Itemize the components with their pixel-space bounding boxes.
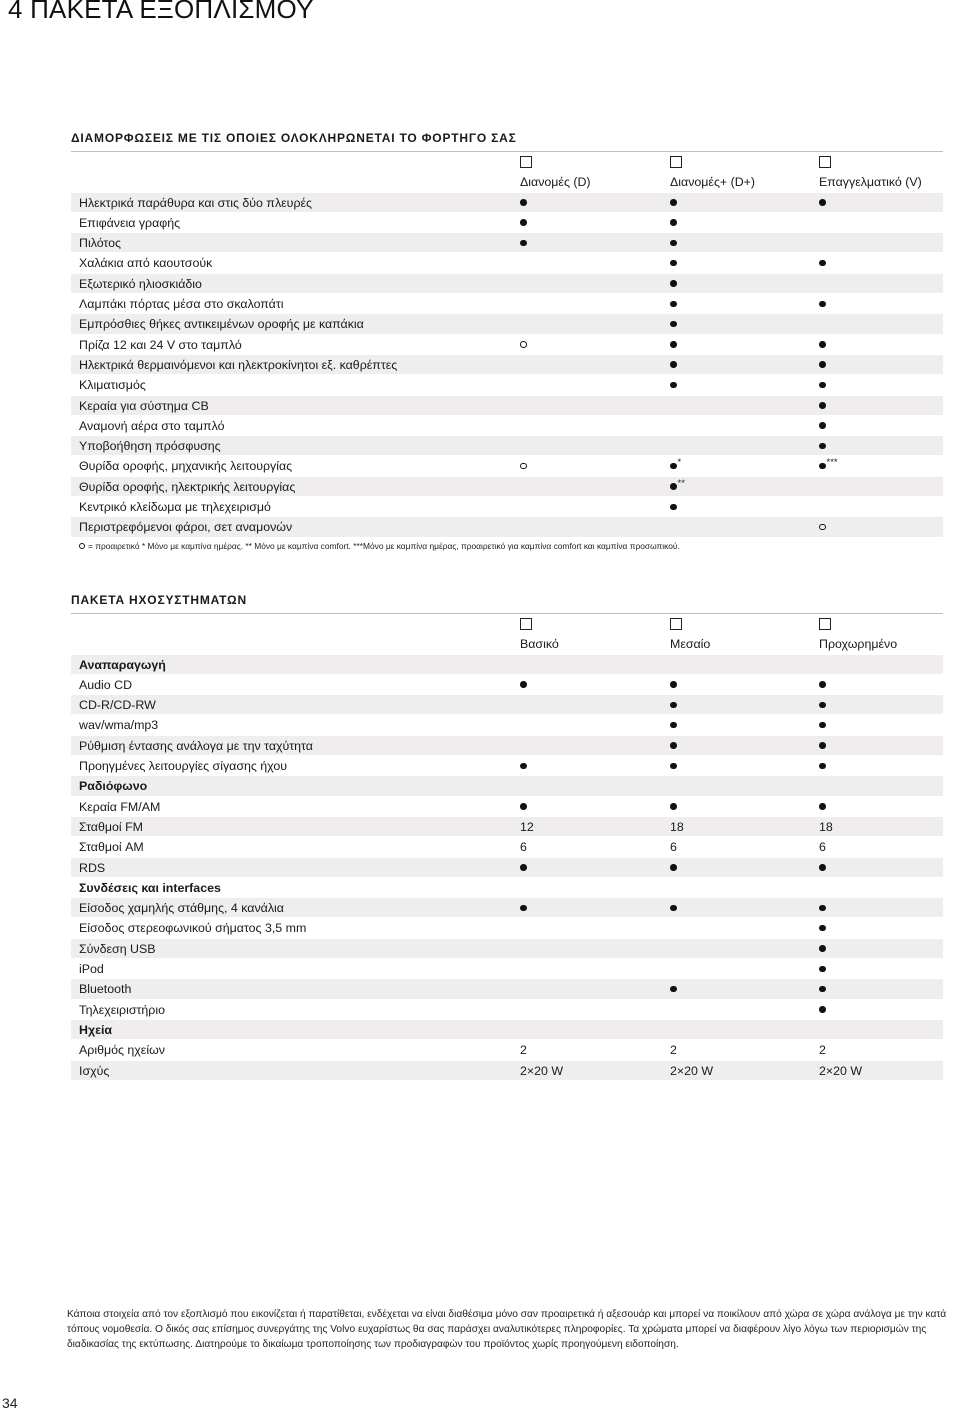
row-label: wav/wma/mp3	[79, 718, 159, 733]
optional-ring-icon	[520, 456, 527, 476]
cell-value: 18	[670, 819, 684, 834]
row-label: Αριθμός ηχείων	[79, 1043, 165, 1058]
standard-dot-icon	[819, 416, 826, 436]
row-label: Τηλεχειριστήριο	[79, 1002, 165, 1017]
table-row	[71, 1040, 943, 1060]
standard-dot-icon	[819, 375, 826, 395]
row-label: Χαλάκια από καουτσούκ	[79, 256, 213, 271]
column-header: Προχωρημένο	[819, 637, 898, 652]
table-row	[71, 456, 943, 476]
page-title: 4 ΠΑΚΕΤΑ ΕΞΟΠΛΙΣΜΟΥ	[8, 0, 314, 24]
table-row	[71, 858, 943, 878]
standard-dot-icon	[670, 675, 677, 695]
standard-dot-icon	[520, 797, 527, 817]
optional-ring-icon	[819, 517, 826, 537]
audio-heading-text: ΠΑΚΕΤΑ ΗΧΟΣΥΣΤΗΜΑΤΩΝ	[71, 593, 247, 607]
row-label: Κεντρικό κλείδωμα με τηλεχειρισμό	[79, 500, 271, 515]
table-row	[71, 715, 943, 735]
standard-dot-icon	[670, 736, 677, 756]
standard-dot-icon	[670, 274, 677, 294]
standard-dot-icon	[670, 253, 677, 273]
audio-checkbox-row	[71, 614, 943, 634]
audio-heading	[71, 592, 943, 614]
standard-dot-icon	[670, 898, 677, 918]
standard-dot-icon	[819, 436, 826, 456]
table-row	[71, 1061, 943, 1081]
row-label: Θυρίδα οροφής, μηχανικής λειτουργίας	[79, 459, 293, 474]
audio-column-headers	[71, 634, 943, 654]
standard-dot-icon	[670, 858, 677, 878]
cell-value: 6	[520, 840, 527, 855]
table-row	[71, 233, 943, 253]
configurations-legend	[79, 541, 680, 551]
standard-dot-icon	[819, 959, 826, 979]
row-label: Ραδιόφωνο	[79, 779, 148, 794]
row-label: Εξωτερικό ηλιοσκιάδιο	[79, 276, 202, 291]
configurations-checkbox-row	[71, 152, 943, 172]
table-row	[71, 817, 943, 837]
table-row	[71, 416, 943, 436]
standard-dot-icon	[520, 756, 527, 776]
standard-dot-icon	[670, 756, 677, 776]
configurations-heading	[71, 130, 943, 152]
configurations-table-body	[71, 193, 943, 538]
standard-dot-icon	[670, 314, 677, 334]
row-label: Είσοδος στερεοφωνικού σήματος 3,5 mm	[79, 921, 307, 936]
note-marker: *	[677, 457, 682, 469]
standard-dot-icon	[819, 456, 838, 476]
row-label: Κεραία FM/AM	[79, 799, 161, 814]
table-row	[71, 253, 943, 273]
cell-value: 2	[819, 1043, 826, 1058]
checkbox-advanced[interactable]	[819, 618, 831, 630]
row-label: Συνδέσεις και interfaces	[79, 880, 221, 895]
row-label: Υποβοήθηση πρόσφυσης	[79, 439, 221, 454]
table-row	[71, 675, 943, 695]
table-row	[71, 1020, 943, 1040]
row-label: Προηγμένες λειτουργίες σίγασης ήχου	[79, 759, 288, 774]
table-row	[71, 314, 943, 334]
note-marker: **	[677, 477, 685, 489]
standard-dot-icon	[670, 797, 677, 817]
configurations-column-headers	[71, 172, 943, 192]
cell-value: 2×20 W	[670, 1063, 714, 1078]
cell-value: 2×20 W	[819, 1063, 863, 1078]
checkbox-medium[interactable]	[670, 618, 682, 630]
standard-dot-icon	[819, 355, 826, 375]
cell-value: 2	[520, 1043, 527, 1058]
row-label: Λαμπάκι πόρτας μέσα στο σκαλοπάτι	[79, 297, 284, 312]
table-row	[71, 477, 943, 497]
column-header: Επαγγελματικό (V)	[819, 175, 922, 190]
table-row	[71, 355, 943, 375]
row-label: iPod	[79, 962, 104, 977]
row-label: Σύνδεση USB	[79, 941, 156, 956]
cell-value: 6	[819, 840, 826, 855]
standard-dot-icon	[819, 294, 826, 314]
row-label: Ηλεκτρικά παράθυρα και στις δύο πλευρές	[79, 195, 312, 210]
row-label: Περιστρεφόμενοι φάροι, σετ αναμονών	[79, 520, 293, 535]
cell-value: 2×20 W	[520, 1063, 564, 1078]
table-row	[71, 274, 943, 294]
legend-text: = προαιρετικό * Μόνο με καμπίνα ημέρας. ** Μόνο με καμπίνα comfort. ***Μόνο με καμπίνα ημέρας, προαιρετικό για καμπίνα comfort και καμπίνα προσωπικού.	[88, 541, 680, 551]
row-label: Πρίζα 12 και 24 V στο ταμπλό	[79, 337, 242, 352]
table-row	[71, 335, 943, 355]
standard-dot-icon	[670, 233, 677, 253]
cell-value: 12	[520, 819, 534, 834]
cell-value: 2	[670, 1043, 677, 1058]
standard-dot-icon	[670, 193, 677, 213]
table-row	[71, 436, 943, 456]
standard-dot-icon	[819, 979, 826, 999]
table-row	[71, 294, 943, 314]
standard-dot-icon	[520, 193, 527, 213]
row-label: RDS	[79, 860, 106, 875]
standard-dot-icon	[819, 858, 826, 878]
row-label: Πιλότος	[79, 236, 122, 251]
row-label: Ισχύς	[79, 1063, 110, 1078]
table-row	[71, 776, 943, 796]
standard-dot-icon	[670, 213, 677, 233]
standard-dot-icon	[819, 939, 826, 959]
column-header: Διανομές+ (D+)	[670, 175, 756, 190]
table-row	[71, 979, 943, 999]
standard-dot-icon	[819, 736, 826, 756]
row-label: Σταθμοί AM	[79, 840, 144, 855]
table-row	[71, 396, 943, 416]
standard-dot-icon	[670, 294, 677, 314]
standard-dot-icon	[520, 858, 527, 878]
table-row	[71, 736, 943, 756]
standard-dot-icon	[819, 898, 826, 918]
standard-dot-icon	[819, 675, 826, 695]
row-label: Bluetooth	[79, 982, 132, 997]
standard-dot-icon	[819, 756, 826, 776]
row-label: Κεραία για σύστημα CB	[79, 398, 209, 413]
row-label: Αναπαραγωγή	[79, 657, 166, 672]
standard-dot-icon	[670, 355, 677, 375]
row-label: CD-R/CD-RW	[79, 698, 156, 713]
standard-dot-icon	[819, 695, 826, 715]
standard-dot-icon	[520, 233, 527, 253]
row-label: Αναμονή αέρα στο ταμπλό	[79, 418, 225, 433]
row-label: Θυρίδα οροφής, ηλεκτρικής λειτουργίας	[79, 479, 296, 494]
row-label: Σταθμοί FM	[79, 819, 143, 834]
table-row	[71, 898, 943, 918]
row-label: Ηχεία	[79, 1022, 113, 1037]
standard-dot-icon	[819, 253, 826, 273]
standard-dot-icon	[819, 797, 826, 817]
standard-dot-icon	[670, 335, 677, 355]
standard-dot-icon	[670, 456, 681, 476]
audio-table-body	[71, 655, 943, 1081]
standard-dot-icon	[819, 918, 826, 938]
row-label: Ηλεκτρικά θερμαινόμενοι και ηλεκτροκίνητοι εξ. καθρέπτες	[79, 357, 398, 372]
standard-dot-icon	[819, 335, 826, 355]
standard-dot-icon	[670, 979, 677, 999]
footnote: Κάποια στοιχεία από τον εξοπλισμό που εικονίζεται ή παρατίθεται, ενδέχεται να είναι διαθέσιμα μόνο σαν προαιρετικά ή αξεσουάρ και μπορεί να ποικίλουν από χώρα σε χώρα ανάλογα με την κατά τόπους νομοθεσία. Ο δικός σας επίσημος συνεργάτης της Volvo ευχαρίστως θα σας παράσχει αναλυτικότερες πληροφορίες. Τα χρώματα μπορεί να διαφέρουν λίγο λόγω των περιορισμών της διαδικασίας της εκτύπωσης. Διατηρούμε το δικαίωμα τροποποίησης των προδιαγραφών του προϊόντος χωρίς προηγούμενη ειδοποίηση.	[67, 1309, 947, 1350]
note-marker: ***	[826, 457, 838, 469]
checkbox-distribution-plus[interactable]	[670, 156, 682, 168]
table-row	[71, 497, 943, 517]
row-label: Είσοδος χαμηλής στάθμης, 4 κανάλια	[79, 901, 284, 916]
row-label: Κλιματισμός	[79, 378, 146, 393]
cell-value: 18	[819, 819, 833, 834]
configurations-section	[71, 130, 943, 538]
table-row	[71, 655, 943, 675]
standard-dot-icon	[819, 396, 826, 416]
column-header: Βασικό	[520, 637, 559, 652]
standard-dot-icon	[819, 715, 826, 735]
table-row	[71, 918, 943, 938]
row-label: Επιφάνεια γραφής	[79, 215, 181, 230]
table-row	[71, 756, 943, 776]
table-row	[71, 375, 943, 395]
table-row	[71, 797, 943, 817]
standard-dot-icon	[670, 477, 685, 497]
table-row	[71, 959, 943, 979]
standard-dot-icon	[670, 375, 677, 395]
table-row	[71, 695, 943, 715]
standard-dot-icon	[520, 898, 527, 918]
table-row	[71, 878, 943, 898]
checkbox-distribution-d[interactable]	[520, 156, 532, 168]
standard-dot-icon	[670, 497, 677, 517]
standard-dot-icon	[819, 193, 826, 213]
row-label: Ρύθμιση έντασης ανάλογα με την ταχύτητα	[79, 738, 313, 753]
table-row	[71, 837, 943, 857]
table-row	[71, 517, 943, 537]
optional-ring-icon	[79, 543, 85, 549]
standard-dot-icon	[819, 1000, 826, 1020]
configurations-heading-text: ΔΙΑΜΟΡΦΩΣΕΙΣ ΜΕ ΤΙΣ ΟΠΟΙΕΣ ΟΛΟΚΛΗΡΩΝΕΤΑΙ ΤΟ ΦΟΡΤΗΓΟ ΣΑΣ	[71, 131, 517, 145]
row-label: Audio CD	[79, 677, 133, 692]
page-number: 34	[2, 1395, 18, 1411]
optional-ring-icon	[520, 335, 527, 355]
table-row	[71, 1000, 943, 1020]
table-row	[71, 939, 943, 959]
standard-dot-icon	[670, 695, 677, 715]
standard-dot-icon	[520, 213, 527, 233]
audio-section	[71, 592, 943, 1081]
cell-value: 6	[670, 840, 677, 855]
checkbox-professional-v[interactable]	[819, 156, 831, 168]
standard-dot-icon	[670, 715, 677, 735]
row-label: Εμπρόσθιες θήκες αντικειμένων οροφής με καπάκια	[79, 317, 364, 332]
table-row	[71, 213, 943, 233]
column-header: Μεσαίο	[670, 637, 711, 652]
standard-dot-icon	[520, 675, 527, 695]
checkbox-basic[interactable]	[520, 618, 532, 630]
column-header: Διανομές (D)	[520, 175, 591, 190]
table-row	[71, 193, 943, 213]
